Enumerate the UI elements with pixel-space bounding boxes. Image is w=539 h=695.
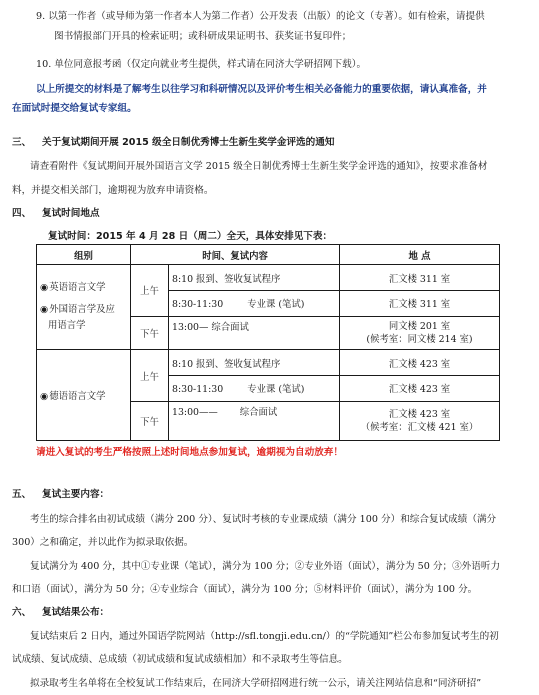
group-2-row-2-subject: 专业课 (笔试) (247, 384, 305, 396)
header-time-content: 时间、复试内容 (131, 245, 340, 265)
group-1-row-1-content: 8:10 报到、签收复试程序 (169, 265, 340, 291)
section-6-p1-line-1: 复试结束后 2 日内，通过外国语学院网站（http://sfl.tongji.edu.cn/）的“学院通知”栏公布参加复试考生的初 (30, 631, 499, 642)
item-9-line-1: 9. 以第一作者（或导师为第一作者本人为第二作者）公开发表（出版）的论文（专著）。如有检索，请提供 (36, 11, 485, 22)
group-2-name: ◉ 德语语言文学 (40, 388, 127, 402)
section-4-number: 四、 (12, 208, 32, 219)
group-1-row-3-location (340, 316, 500, 350)
group-1-row-2-subject: 专业课 (笔试) (247, 299, 305, 311)
group-1-name-a: ◉ 英语语言文学 (40, 280, 127, 296)
section-5-p1-line-2: 300）之和确定，并以此作为拟录取依据。 (12, 537, 194, 548)
section-6-number: 六、 (12, 607, 32, 618)
group-2-row-3-location (340, 401, 500, 440)
group-1-row-1-location: 汇文楼 311 室 (340, 265, 500, 291)
group-1-cell (37, 265, 131, 350)
header-location: 地 点 (340, 245, 500, 265)
section-5-p1-line-1: 考生的综合排名由初试成绩（满分 200 分）、复试时考核的专业课成绩（满分 100 分）和综合复试成绩（满分 (30, 514, 497, 525)
section-3-title: 关于复试期间开展 2015 级全日制优秀博士生新生奖学金评选的通知 (42, 137, 335, 148)
group-1-row-2-location: 汇文楼 311 室 (340, 290, 500, 316)
group-1-row-3-location-2: (候考室：同文楼 214 室) (366, 333, 473, 345)
group-1-row-2-content (169, 290, 340, 316)
header-group: 组别 (37, 245, 131, 265)
section-5-number: 五、 (12, 489, 32, 500)
group-1-row-3-content: 13:00— 综合面试 (169, 316, 340, 350)
group-2-row-1-location: 汇文楼 423 室 (340, 350, 500, 376)
section-5-title: 复试主要内容： (42, 489, 110, 500)
group-2-row-2-time: 8:30-11:30 (172, 384, 224, 396)
group-1-pm: 下午 (131, 316, 169, 350)
group-1-row-3-location-1: 同文楼 201 室 (388, 320, 451, 332)
table-row (37, 265, 500, 291)
item-10: 10. 单位同意报考函（仅定向就业考生提供，样式请在同济大学研招网下载）。 (36, 59, 367, 70)
interview-time-line: 复试时间：2015 年 4 月 28 日（周二）全天，具体安排见下表： (48, 231, 333, 242)
group-1-name-c: 用语言学 (48, 320, 86, 332)
group-1-row-2-time: 8:30-11:30 (172, 299, 224, 311)
highlight-line-1: 以上所提交的材料是了解考生以往学习和科研情况以及评价考生相关必备能力的重要依据，请认真准备，并 (36, 84, 487, 95)
group-1-name-b: ◉ 外国语言学及应 (40, 302, 127, 318)
schedule-table (36, 244, 500, 441)
section-3-number: 三、 (12, 137, 32, 148)
group-2-am: 上午 (131, 350, 169, 402)
group-2-row-3-location-1: 汇文楼 423 室 (388, 408, 451, 420)
group-1-am: 上午 (131, 265, 169, 317)
group-2-row-3-subject: 综合面试 (239, 406, 278, 418)
group-2-row-1-content: 8:10 报到、签收复试程序 (169, 350, 340, 376)
section-6-title: 复试结果公布： (42, 607, 110, 618)
group-2-pm: 下午 (131, 401, 169, 440)
section-6-p1-line-2: 试成绩、复试成绩、总成绩（初试成绩和复试成绩相加）和不录取考生等信息。 (12, 654, 348, 665)
group-2-cell (37, 350, 131, 441)
group-2-row-2-content (169, 376, 340, 402)
section-3-line-2: 料，并提交相关部门，逾期视为放弃申请资格。 (12, 185, 214, 196)
group-2-row-3-time: 13:00—— (172, 406, 218, 418)
group-2-row-3-location-2: （候考室：汇文楼 421 室） (360, 421, 479, 433)
section-4-title: 复试时间地点 (42, 208, 100, 219)
table-row (37, 350, 500, 376)
section-5-p2-line-2: 和口语（面试），满分为 50 分；④专业综合（面试），满分为 100 分；⑤材料评价（面试），满分为 100 分。 (12, 584, 478, 595)
group-2-row-3-content (169, 401, 340, 440)
item-9-line-2: 图书情报部门开具的检索证明；或科研成果证明书、获奖证书复印件； (54, 31, 352, 42)
highlight-line-2: 在面试时提交给复试专家组。 (12, 103, 137, 114)
table-header-row (37, 245, 500, 265)
group-2-row-2-location: 汇文楼 423 室 (340, 376, 500, 402)
warning-notice: 请进入复试的考生严格按照上述时间地点参加复试，逾期视为自动放弃！ (36, 447, 343, 458)
section-5-p2-line-1: 复试满分为 400 分，其中①专业课（笔试），满分为 100 分；②专业外语（面试），满分为 50 分；③外语听力 (30, 561, 501, 572)
section-3-line-1: 请查看附件《复试期间开展外国语言文学 2015 级全日制优秀博士生新生奖学金评选的通知》，按要求准备材 (30, 161, 488, 172)
section-6-p2-line-1: 拟录取考生名单将在全校复试工作结束后，在同济大学研招网进行统一公示，请关注网站信息和“同济研招” (30, 678, 482, 689)
